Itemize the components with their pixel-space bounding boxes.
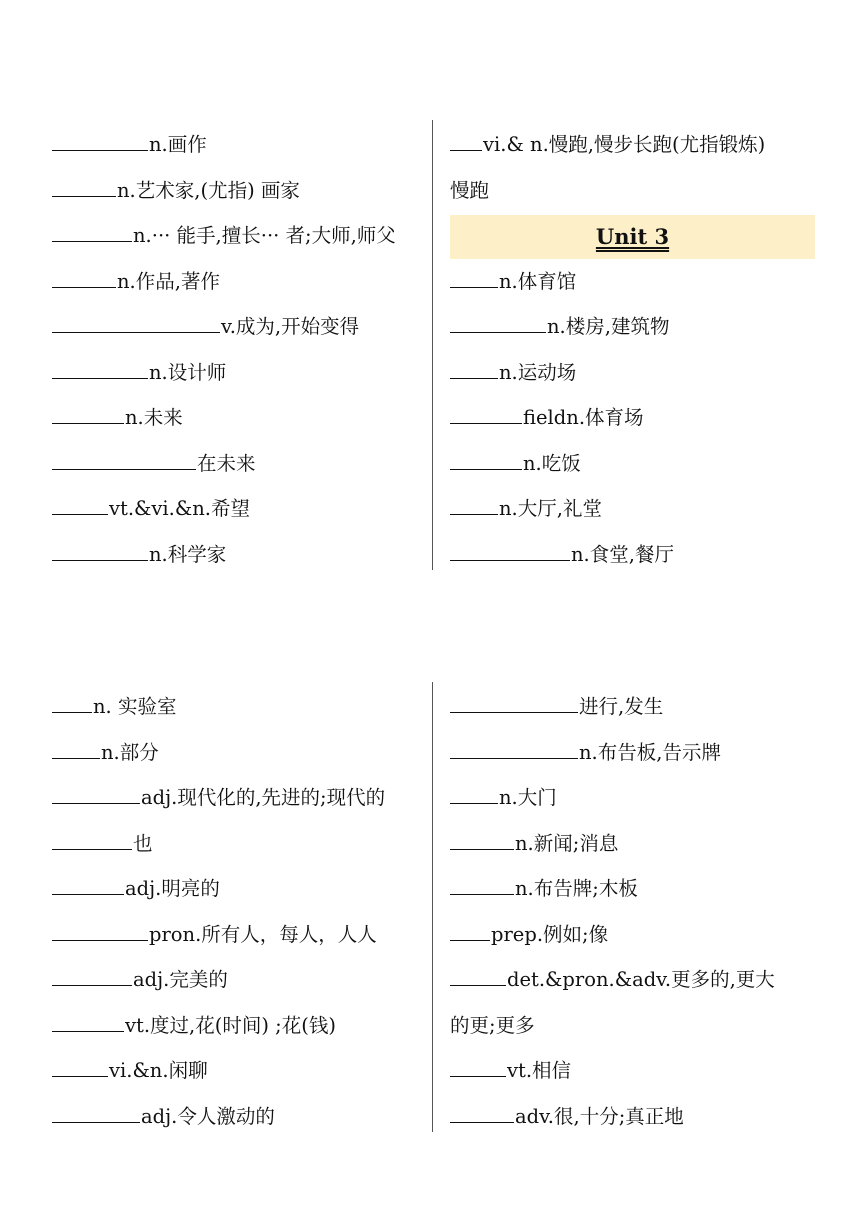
answer-blank[interactable]	[450, 378, 498, 379]
vocab-entry	[450, 532, 815, 578]
vocab-entry	[52, 259, 427, 305]
entry-definition: adj.令人激动的	[141, 1104, 275, 1128]
answer-blank[interactable]	[450, 423, 522, 424]
entry-definition: adj.完美的	[133, 968, 228, 991]
entry-definition: adv.很,十分;真正地	[515, 1104, 684, 1128]
answer-blank[interactable]	[52, 1076, 108, 1077]
answer-blank[interactable]	[52, 849, 132, 850]
answer-blank[interactable]	[52, 332, 220, 333]
vocab-entry	[52, 486, 427, 532]
top-right-column	[450, 122, 815, 577]
vocab-entry	[52, 684, 427, 730]
entry-definition: vt.相信	[507, 1059, 572, 1082]
answer-blank[interactable]	[450, 150, 482, 151]
answer-blank[interactable]	[450, 803, 498, 804]
vocab-entry	[52, 730, 427, 776]
vocab-entry	[450, 304, 815, 350]
entry-definition: vi.& n.慢跑,慢步长跑(尤指锻炼)	[483, 133, 766, 156]
vocab-entry	[450, 1048, 815, 1094]
answer-blank[interactable]	[450, 1122, 514, 1123]
entry-definition: n.设计师	[149, 360, 227, 384]
vocab-entry	[52, 213, 427, 259]
answer-blank[interactable]	[450, 849, 514, 850]
entry-definition: n.体育馆	[499, 269, 577, 293]
entry-definition: adj.现代化的,先进的;现代的	[141, 786, 386, 809]
unit-heading: Unit 3	[450, 215, 815, 259]
vocab-entry	[52, 866, 427, 912]
vocab-entry	[450, 912, 815, 958]
answer-blank[interactable]	[450, 940, 490, 941]
entry-definition: n.画作	[149, 133, 207, 156]
vocab-entry	[52, 532, 427, 578]
answer-blank[interactable]	[450, 287, 498, 288]
vocab-entry	[450, 441, 815, 487]
vocab-entry	[450, 486, 815, 532]
answer-blank[interactable]	[450, 894, 514, 895]
answer-blank[interactable]	[52, 423, 124, 424]
entry-definition: n.运动场	[499, 360, 577, 384]
answer-blank[interactable]	[52, 1122, 140, 1123]
vocab-entry	[450, 122, 815, 168]
entry-definition: vt.度过,花(时间) ;花(钱)	[125, 1013, 336, 1037]
vocab-entry	[450, 1003, 815, 1049]
entry-definition: n.新闻;消息	[515, 831, 619, 855]
vocab-entry	[450, 1094, 815, 1140]
vocab-entry	[52, 350, 427, 396]
vocab-entry	[52, 912, 427, 958]
bottom-right-column	[450, 684, 815, 1139]
vocab-entry	[450, 259, 815, 305]
entry-definition: 也	[133, 831, 153, 855]
entry-definition: vt.&vi.&n.希望	[109, 497, 250, 520]
entry-definition: prep.例如;像	[491, 922, 609, 946]
entry-definition: n.未来	[125, 406, 183, 429]
answer-blank[interactable]	[52, 894, 124, 895]
answer-blank[interactable]	[450, 758, 578, 759]
entry-definition: n. 实验室	[93, 695, 177, 718]
column-divider	[432, 682, 433, 1132]
answer-blank[interactable]	[52, 150, 148, 151]
entry-definition: n.作品,著作	[117, 269, 220, 293]
entry-definition: 慢跑	[450, 178, 490, 202]
vocab-entry	[52, 304, 427, 350]
entry-definition: adj.明亮的	[125, 877, 220, 900]
vocab-entry	[450, 730, 815, 776]
top-left-column	[52, 122, 427, 577]
entry-definition: n.布告板,告示牌	[579, 740, 721, 764]
entry-definition: n.大厅,礼堂	[499, 497, 602, 520]
answer-blank[interactable]	[450, 985, 506, 986]
answer-blank[interactable]	[52, 712, 92, 713]
entry-definition: pron.所有人，每人，人人	[149, 922, 377, 946]
bottom-left-column	[52, 684, 427, 1139]
answer-blank[interactable]	[52, 940, 148, 941]
answer-blank[interactable]	[52, 758, 100, 759]
answer-blank[interactable]	[450, 1076, 506, 1077]
vocab-entry	[450, 684, 815, 730]
vocab-entry	[52, 441, 427, 487]
vocab-entry	[52, 1048, 427, 1094]
answer-blank[interactable]	[52, 560, 148, 561]
entry-definition: 在未来	[197, 451, 256, 475]
answer-blank[interactable]	[52, 287, 116, 288]
entry-definition: n.食堂,餐厅	[571, 542, 674, 566]
answer-blank[interactable]	[52, 241, 132, 242]
entry-definition: v.成为,开始变得	[221, 315, 360, 338]
answer-blank[interactable]	[52, 196, 116, 197]
entry-definition: vi.&n.闲聊	[109, 1059, 208, 1082]
entry-definition: n.艺术家,(尤指) 画家	[117, 178, 300, 202]
vocab-entry	[450, 395, 815, 441]
entry-definition: n.部分	[101, 740, 159, 764]
column-divider	[432, 120, 433, 570]
vocab-entry	[52, 1094, 427, 1140]
vocab-entry	[450, 866, 815, 912]
vocab-entry	[450, 168, 815, 214]
answer-blank[interactable]	[450, 469, 522, 470]
answer-blank[interactable]	[450, 712, 578, 713]
entry-definition: 的更;更多	[450, 1013, 535, 1037]
answer-blank[interactable]	[450, 560, 570, 561]
vocab-entry	[450, 957, 815, 1003]
entry-definition: n.大门	[499, 786, 557, 809]
entry-definition: n.··· 能手,擅长··· 者;大师,师父	[133, 224, 396, 247]
answer-blank[interactable]	[52, 985, 132, 986]
vocab-entry	[450, 821, 815, 867]
answer-blank[interactable]	[450, 514, 498, 515]
entry-definition: det.&pron.&adv.更多的,更大	[507, 968, 775, 991]
answer-blank[interactable]	[52, 514, 108, 515]
vocab-entry	[52, 775, 427, 821]
entry-definition: n.布告牌;木板	[515, 877, 638, 900]
entry-definition: n.楼房,建筑物	[547, 315, 670, 338]
answer-blank[interactable]	[52, 1031, 124, 1032]
answer-blank[interactable]	[450, 332, 546, 333]
entry-definition: 进行,发生	[579, 695, 664, 718]
vocab-entry	[52, 395, 427, 441]
vocab-entry	[52, 1003, 427, 1049]
vocab-entry	[450, 775, 815, 821]
entry-definition: fieldn.体育场	[523, 406, 644, 429]
vocab-entry	[52, 122, 427, 168]
answer-blank[interactable]	[52, 378, 148, 379]
vocab-entry	[52, 821, 427, 867]
vocab-entry	[450, 350, 815, 396]
entry-definition: n.吃饭	[523, 451, 581, 475]
entry-definition: n.科学家	[149, 542, 227, 566]
answer-blank[interactable]	[52, 469, 196, 470]
vocab-entry	[52, 168, 427, 214]
vocab-entry	[52, 957, 427, 1003]
answer-blank[interactable]	[52, 803, 140, 804]
